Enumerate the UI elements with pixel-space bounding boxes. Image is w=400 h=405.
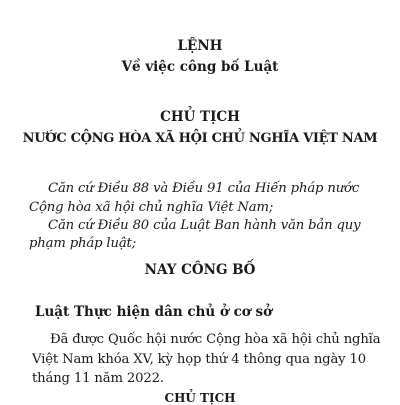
- issuing-authority-title: CHỦ TỊCH: [160, 109, 240, 125]
- body-text-line: Đã được Quốc hội nước Cộng hòa xã hội chủ nghĩa: [50, 332, 381, 347]
- legal-basis-line: Căn cứ Điều 88 và Điều 91 của Hiến pháp nước: [48, 181, 360, 196]
- body-text-line: Việt Nam khóa XV, kỳ họp thứ 4 thông qua ngày 10: [32, 352, 366, 367]
- legal-basis-line: phạm pháp luật;: [29, 236, 136, 251]
- document-title: LỆNH: [177, 38, 223, 54]
- body-text-line: tháng 11 năm 2022.: [32, 371, 164, 386]
- signature-heading: CHỦ TỊCH: [164, 391, 236, 405]
- issuing-authority-country: NƯỚC CỘNG HÒA XÃ HỘI CHỦ NGHĨA VIỆT NAM: [22, 131, 378, 146]
- legal-basis-line: Căn cứ Điều 80 của Luật Ban hành văn bản quy: [48, 218, 361, 233]
- law-title: Luật Thực hiện dân chủ ở cơ sở: [35, 304, 273, 320]
- legal-basis-line: Cộng hòa xã hội chủ nghĩa Việt Nam;: [29, 200, 274, 215]
- document-subtitle: Về việc công bố Luật: [121, 59, 279, 75]
- proclamation-heading: NAY CÔNG BỐ: [144, 262, 256, 278]
